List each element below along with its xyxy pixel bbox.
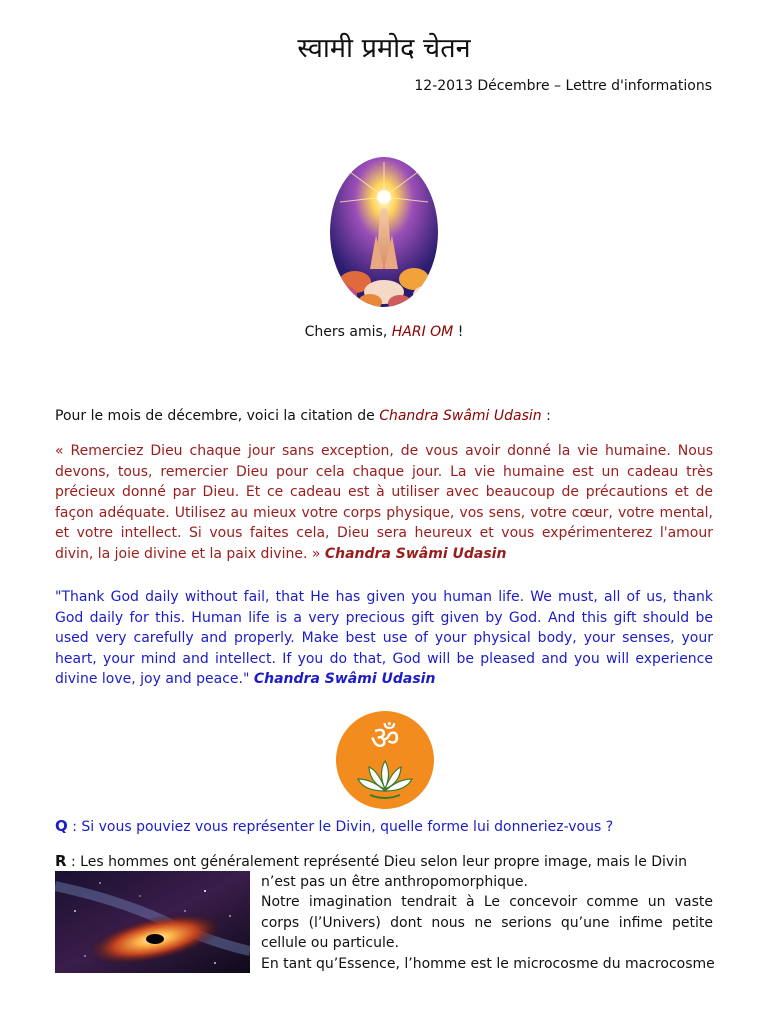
french-quote [55, 441, 713, 564]
newsletter-dateline: 12-2013 Décembre – Lettre d'informations [414, 78, 712, 94]
english-quote [55, 587, 713, 690]
quote-intro [55, 408, 551, 424]
question [55, 817, 613, 835]
answer-label: R [55, 852, 67, 870]
answer-body [261, 872, 713, 974]
answer-line-3: Notre imagination tendrait à Le concevoir comme un vaste corps (l’Univers) dont nous ne serions qu’une infime petite cellule ou particule. [261, 894, 713, 952]
english-quote-author: Chandra Swâmi Udasin [253, 671, 436, 687]
greeting-suffix: ! [457, 324, 464, 340]
english-quote-text: "Thank God daily without fail, that He has given you human life. We must, all of us, thank God daily for this. Human life is a very precious gift given by God. And this gift should be used very carefully and properly. Make best use of your physical body, your senses, your heart, your mind and intellect. If you do that, God will be pleased and you will experience divine love, joy and peace." [55, 589, 713, 687]
answer-line-2: n’est pas un être anthropomorphique. [261, 874, 528, 890]
galaxy-image [55, 871, 250, 973]
french-quote-text: « Remerciez Dieu chaque jour sans exception, de vous avoir donné la vie humaine. Nous devons, tous, remercier Dieu pour cela chaque jour. La vie humaine est un cadeau très précieux donné par Dieu. Et ce cadeau est à utiliser avec beaucoup de précautions et de façon adéquate. Utilisez au mieux votre corps physique, vos sens, votre cœur, votre mental, et votre intellect. Si vous faites cela, Dieu sera heureux et vous expérimenterez l'amour divin, la joie divine et la paix divine. » [55, 443, 713, 562]
intro-suffix: : [546, 408, 551, 424]
intro-text: Pour le mois de décembre, voici la citation de [55, 408, 375, 424]
greeting-hari-om: HARI OM [391, 324, 454, 340]
answer-line-4: En tant qu’Essence, l’homme est le microcosme du macrocosme [261, 955, 715, 972]
praying-hands-image [330, 157, 438, 307]
question-text: : Si vous pouviez vous représenter le Divin, quelle forme lui donneriez-vous ? [72, 819, 614, 835]
answer-first-line [55, 851, 713, 872]
page-title: स्वामी प्रमोद चेतन [297, 33, 471, 64]
french-quote-author: Chandra Swâmi Udasin [324, 545, 507, 562]
question-label: Q [55, 817, 68, 835]
greeting-prefix: Chers amis, [304, 324, 388, 340]
om-lotus-icon [336, 711, 434, 809]
om-symbol: ॐ [370, 719, 400, 757]
intro-author: Chandra Swâmi Udasin [379, 408, 542, 424]
answer-line-1: : Les hommes ont généralement représenté Dieu selon leur propre image, mais le Divin [71, 854, 687, 870]
greeting [0, 324, 768, 340]
